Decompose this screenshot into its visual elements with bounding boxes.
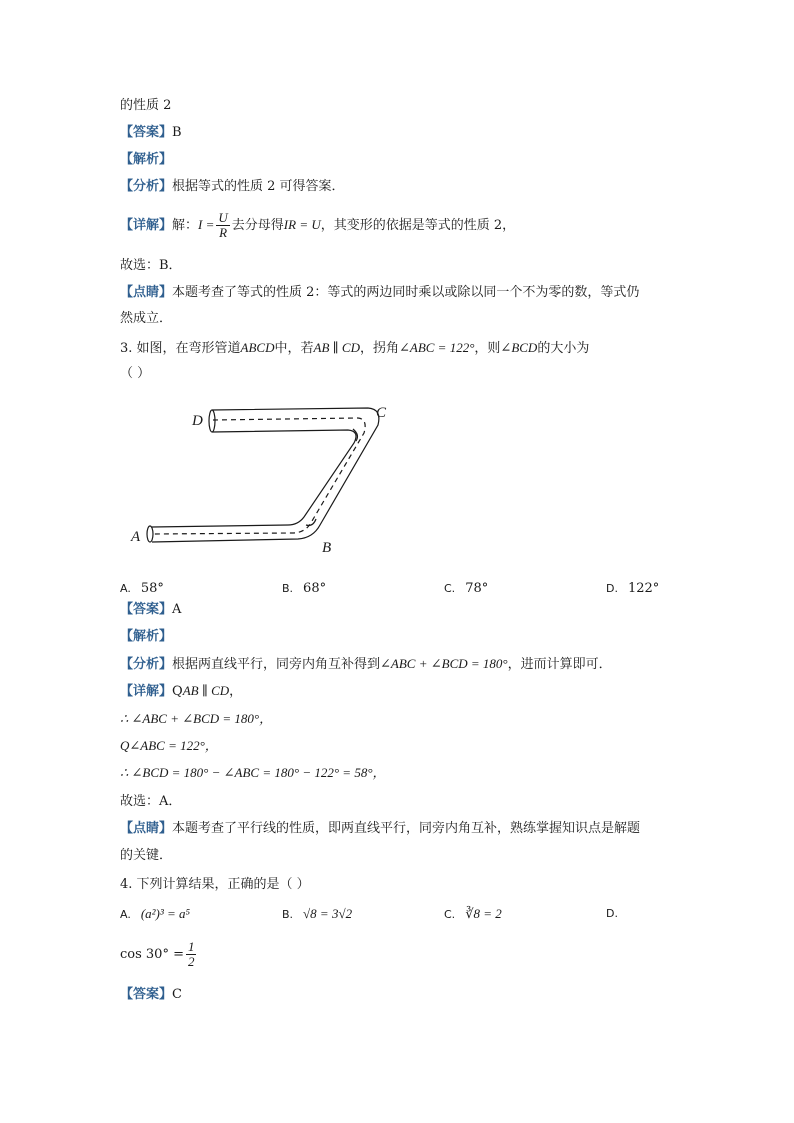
fraction-one-half: $\frac{1}{2}$ — [187, 939, 195, 969]
option-c: C. ∛8 = 2 — [444, 906, 502, 921]
option-b: B. 68° — [282, 581, 327, 596]
question-4-stem: 4. 下列计算结果，正确的是（ ） — [120, 877, 310, 892]
option-d: D. 122° — [606, 581, 660, 596]
text-line: 的性质 2 — [120, 98, 172, 113]
question-3-paren: （ ） — [120, 366, 151, 381]
step-line: ∴ ∠BCD = 180° − ∠ABC = 180° − 122° = 58°， — [120, 765, 386, 780]
pipe-diagram — [120, 395, 400, 560]
label-a: A — [131, 529, 141, 545]
question-3-stem: 3. 如图，在弯形管道ABCD中，若AB ∥ CD，拐角∠ABC = 122°，则∠BCD的大小为 — [120, 340, 590, 356]
choose-line: 故选：B． — [120, 258, 182, 273]
dianjing-line-q3: 【点睛】本题考查了平行线的性质，即两直线平行，同旁内角互补，熟练掌握知识点是解题 — [120, 821, 641, 836]
question-4-options — [120, 905, 680, 925]
option-a: A. (a²)³ = a⁵ — [120, 906, 191, 921]
option-d-content: cos 30° = $\frac{1}{2}$ — [120, 939, 195, 969]
fenxi-line: 【分析】根据等式的性质 2 可得答案． — [120, 179, 345, 194]
dianjing-line-2: 然成立． — [120, 311, 173, 326]
option-b: B. √8 = 3√2 — [282, 906, 353, 921]
dianjing-line: 【点睛】本题考查了等式的性质 2：等式的两边同时乘以或除以同一个不为零的数，等式仍 — [120, 285, 640, 300]
option-c: C. 78° — [444, 581, 489, 596]
option-d: D. — [606, 907, 618, 920]
option-a: A. 58° — [120, 581, 164, 596]
choose-line-q3: 故选：A． — [120, 794, 182, 809]
answer-tag: 【答案】 — [120, 125, 173, 140]
label-d: D — [192, 413, 203, 429]
fenxi-line-q3: 【分析】根据两直线平行，同旁内角互补得到∠ABC + ∠BCD = 180°，进而计算即可． — [120, 656, 612, 672]
analysis-heading: 【解析】 — [120, 152, 173, 167]
answer-line: 【答案】B — [120, 125, 182, 140]
analysis-heading-q3: 【解析】 — [120, 629, 173, 644]
fraction-u-over-r: $\frac{U}{R}$ — [218, 210, 228, 240]
xiangjie-line-q3: 【详解】QAB ∥ CD， — [120, 683, 243, 699]
dianjing-line-q3-2: 的关键． — [120, 848, 173, 863]
step-line: Q∠ABC = 122°， — [120, 738, 218, 753]
label-b: B — [322, 540, 332, 556]
label-c: C — [376, 405, 387, 421]
xiangjie-line: 【详解】解：I = $\frac{U}{R}$ 去分母得IR = U，其变形的依据是等式的性质 2， — [120, 210, 516, 240]
answer-line-q3: 【答案】A — [120, 602, 182, 617]
question-3-options — [120, 580, 680, 600]
step-line: ∴ ∠ABC + ∠BCD = 180°， — [120, 711, 273, 726]
answer-line-q4: 【答案】C — [120, 987, 182, 1002]
